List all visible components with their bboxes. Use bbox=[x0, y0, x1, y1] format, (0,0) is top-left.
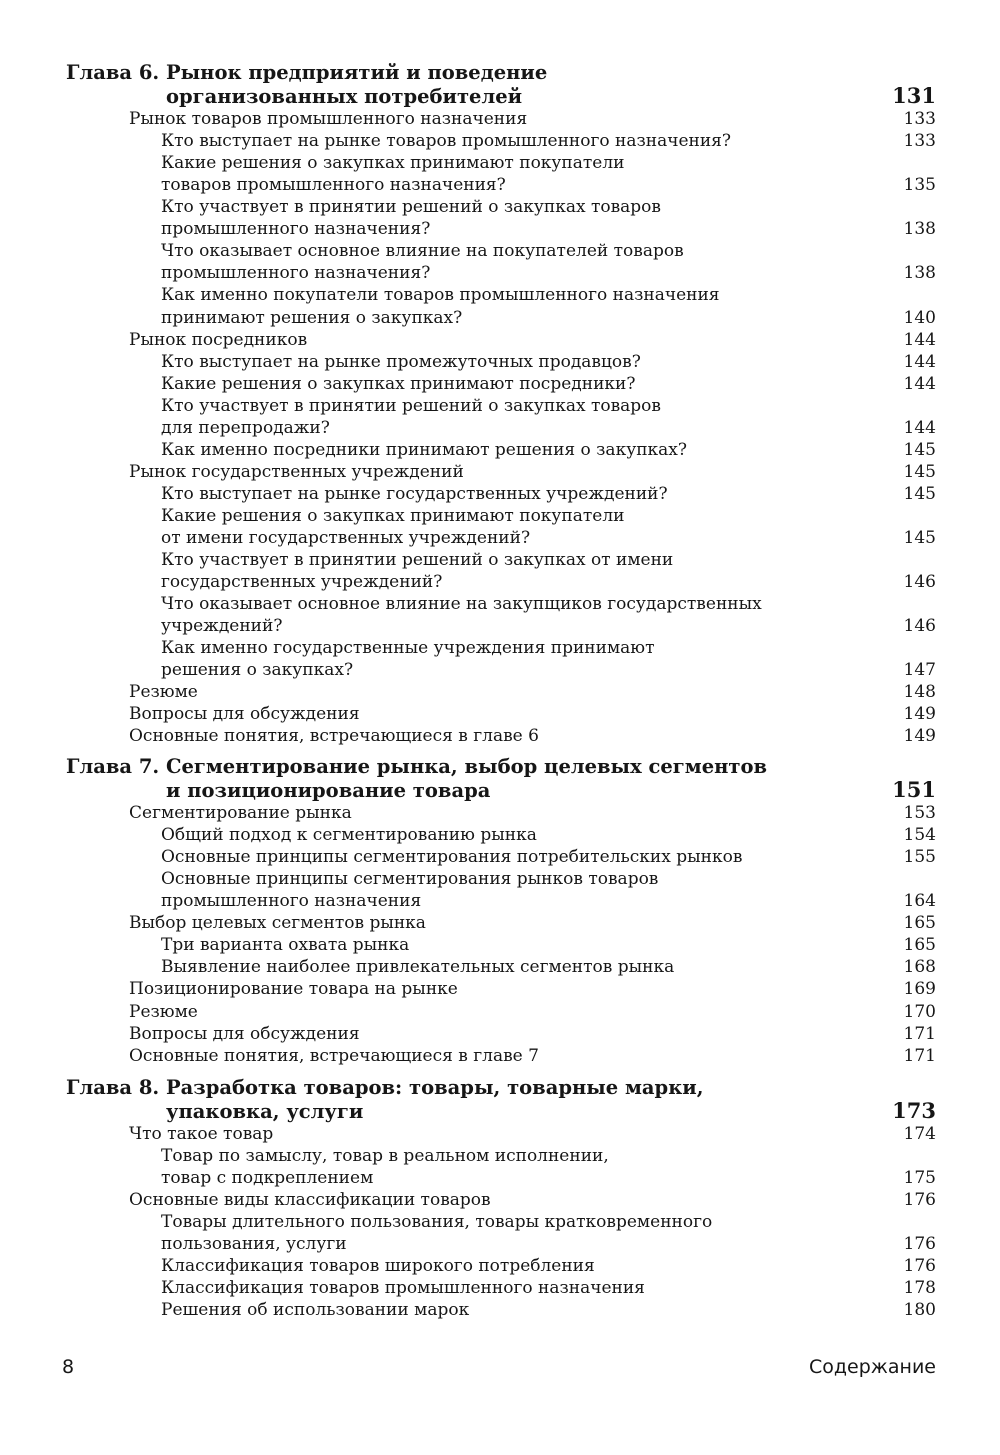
chapter-page-number: 173 bbox=[892, 1098, 936, 1123]
section-entry: Сегментирование рынка bbox=[129, 803, 352, 823]
subsection-entry: Товар по замыслу, товар в реальном исполнении, bbox=[161, 1146, 609, 1166]
subsection-entry: Какие решения о закупках принимают покупатели bbox=[161, 505, 625, 526]
entry-page-number: 147 bbox=[903, 660, 936, 681]
subsection-entry: Классификация товаров широкого потребления bbox=[161, 1256, 595, 1277]
running-footer-title: Содержание bbox=[809, 1356, 936, 1378]
subsection-entry: государственных учреждений? bbox=[161, 572, 443, 592]
entry-page-number: 133 bbox=[903, 131, 936, 152]
entry-page-number: 146 bbox=[903, 572, 936, 592]
subsection-entry: Выявление наиболее привлекательных сегментов рынка bbox=[161, 957, 675, 978]
section-entry: Выбор целевых сегментов рынка bbox=[129, 913, 426, 934]
subsection-entry: Три варианта охвата рынка bbox=[161, 935, 410, 956]
subsection-entry: промышленного назначения bbox=[161, 891, 422, 912]
entry-page-number: 144 bbox=[903, 373, 936, 394]
section-entry: Вопросы для обсуждения bbox=[129, 1023, 360, 1044]
section-entry: Основные понятия, встречающиеся в главе 6 bbox=[129, 726, 539, 747]
page-number: 8 bbox=[62, 1356, 75, 1378]
section-entry: Резюме bbox=[129, 1001, 198, 1022]
chapter-subtitle: организованных потребителей bbox=[166, 85, 523, 108]
section-entry: Основные виды классификации товаров bbox=[129, 1190, 491, 1211]
section-entry: Рынок государственных учреждений bbox=[129, 461, 464, 482]
entry-page-number: 175 bbox=[903, 1168, 936, 1189]
subsection-entry: Что оказывает основное влияние на закупщиков государственных bbox=[161, 594, 762, 615]
section-entry: Рынок посредников bbox=[129, 329, 308, 350]
subsection-entry: Кто выступает на рынке промежуточных продавцов? bbox=[161, 351, 641, 372]
subsection-entry: Общий подход к сегментированию рынка bbox=[161, 825, 537, 845]
subsection-entry: Кто участвует в принятии решений о закупках товаров bbox=[161, 395, 661, 416]
entry-page-number: 169 bbox=[903, 979, 936, 1000]
entry-page-number: 133 bbox=[903, 109, 936, 129]
subsection-entry: Кто выступает на рынке товаров промышленного назначения? bbox=[161, 131, 732, 152]
subsection-entry: Как именно государственные учреждения принимают bbox=[161, 638, 655, 659]
subsection-entry: Кто участвует в принятии решений о закупках товаров bbox=[161, 197, 661, 218]
chapter-page-number: 151 bbox=[892, 777, 936, 802]
entry-page-number: 165 bbox=[903, 913, 936, 934]
entry-page-number: 168 bbox=[903, 957, 936, 978]
chapter-title: Глава 7. Сегментирование рынка, выбор целевых сегментов bbox=[66, 755, 768, 778]
entry-page-number: 144 bbox=[903, 329, 936, 350]
entry-page-number: 170 bbox=[903, 1001, 936, 1022]
section-entry: Вопросы для обсуждения bbox=[129, 704, 360, 725]
chapter-title: Глава 6. Рынок предприятий и поведение bbox=[66, 61, 548, 84]
entry-page-number: 155 bbox=[903, 847, 936, 868]
subsection-entry: учреждений? bbox=[161, 616, 283, 637]
section-entry: Рынок товаров промышленного назначения bbox=[129, 109, 528, 129]
subsection-entry: решения о закупках? bbox=[161, 660, 354, 681]
entry-page-number: 149 bbox=[903, 704, 936, 725]
subsection-entry: Решения об использовании марок bbox=[161, 1300, 470, 1321]
entry-page-number: 145 bbox=[903, 483, 936, 504]
subsection-entry: Кто участвует в принятии решений о закупках от имени bbox=[161, 550, 674, 570]
entry-page-number: 178 bbox=[903, 1278, 936, 1299]
subsection-entry: товаров промышленного назначения? bbox=[161, 175, 506, 196]
subsection-entry: принимают решения о закупках? bbox=[161, 307, 463, 328]
entry-page-number: 144 bbox=[903, 417, 936, 438]
entry-page-number: 145 bbox=[903, 461, 936, 482]
subsection-entry: Как именно покупатели товаров промышленного назначения bbox=[161, 285, 720, 306]
subsection-entry: Товары длительного пользования, товары кратковременного bbox=[161, 1212, 713, 1233]
subsection-entry: Основные принципы сегментирования рынков товаров bbox=[161, 869, 659, 890]
entry-page-number: 174 bbox=[903, 1124, 936, 1144]
subsection-entry: Что оказывает основное влияние на покупателей товаров bbox=[161, 241, 684, 262]
chapter-subtitle: упаковка, услуги bbox=[166, 1100, 364, 1123]
entry-page-number: 171 bbox=[903, 1023, 936, 1044]
subsection-entry: промышленного назначения? bbox=[161, 263, 431, 284]
entry-page-number: 180 bbox=[903, 1300, 936, 1321]
subsection-entry: Классификация товаров промышленного назначения bbox=[161, 1278, 645, 1299]
entry-page-number: 176 bbox=[903, 1190, 936, 1211]
subsection-entry: пользования, услуги bbox=[161, 1234, 347, 1255]
entry-page-number: 165 bbox=[903, 935, 936, 956]
entry-page-number: 154 bbox=[903, 825, 936, 845]
subsection-entry: от имени государственных учреждений? bbox=[161, 528, 531, 548]
entry-page-number: 146 bbox=[903, 616, 936, 637]
subsection-entry: Основные принципы сегментирования потребительских рынков bbox=[161, 847, 743, 868]
entry-page-number: 153 bbox=[903, 803, 936, 823]
chapter-subtitle: и позиционирование товара bbox=[166, 779, 491, 802]
subsection-entry: Какие решения о закупках принимают посредники? bbox=[161, 373, 636, 394]
chapter-title: Глава 8. Разработка товаров: товары, товарные марки, bbox=[66, 1076, 704, 1099]
section-entry: Что такое товар bbox=[129, 1124, 274, 1144]
entry-page-number: 145 bbox=[903, 528, 936, 548]
chapter-page-number: 131 bbox=[892, 83, 936, 108]
entry-page-number: 145 bbox=[903, 439, 936, 460]
section-entry: Резюме bbox=[129, 682, 198, 703]
entry-page-number: 138 bbox=[903, 219, 936, 240]
subsection-entry: Какие решения о закупках принимают покупатели bbox=[161, 153, 625, 174]
subsection-entry: товар с подкреплением bbox=[161, 1168, 374, 1189]
entry-page-number: 138 bbox=[903, 263, 936, 284]
subsection-entry: Кто выступает на рынке государственных учреждений? bbox=[161, 483, 668, 504]
entry-page-number: 171 bbox=[903, 1045, 936, 1066]
section-entry: Основные понятия, встречающиеся в главе 7 bbox=[129, 1045, 539, 1066]
section-entry: Позиционирование товара на рынке bbox=[129, 979, 458, 1000]
entry-page-number: 148 bbox=[903, 682, 936, 703]
entry-page-number: 140 bbox=[903, 307, 936, 328]
entry-page-number: 149 bbox=[903, 726, 936, 747]
subsection-entry: промышленного назначения? bbox=[161, 219, 431, 240]
entry-page-number: 135 bbox=[903, 175, 936, 196]
entry-page-number: 144 bbox=[903, 351, 936, 372]
subsection-entry: Как именно посредники принимают решения о закупках? bbox=[161, 439, 687, 460]
entry-page-number: 176 bbox=[903, 1256, 936, 1277]
subsection-entry: для перепродажи? bbox=[161, 417, 330, 438]
entry-page-number: 176 bbox=[903, 1234, 936, 1255]
entry-page-number: 164 bbox=[903, 891, 936, 912]
